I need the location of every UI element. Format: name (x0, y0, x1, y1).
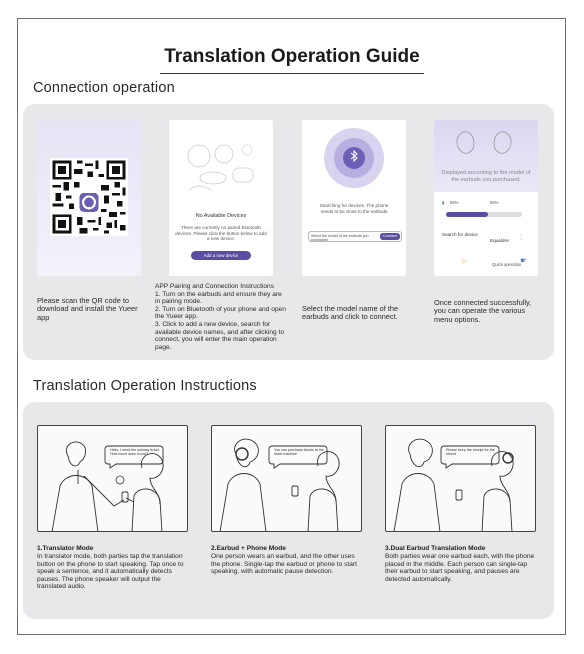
bubble-3: Please keep the receipt for the refund (446, 448, 495, 456)
translation-heading: Translation Operation Instructions (33, 378, 257, 394)
mode-3-title: 3.Dual Earbud Translation Mode (385, 545, 486, 552)
earbud-phone-mode-illustration (211, 425, 362, 532)
left-battery-pct: 84% (450, 200, 459, 205)
searching-screen (302, 120, 406, 276)
bluetooth-radar (302, 120, 406, 200)
right-battery-pct: 84% (490, 200, 499, 205)
step-1-caption: Please scan the QR code to download and install the Yueer app (37, 296, 138, 322)
volume-slider-fill (446, 212, 488, 217)
no-devices-heading: No Available Devices (195, 213, 247, 219)
add-device-button[interactable]: Add a new device (191, 251, 251, 260)
qr-code (50, 158, 128, 236)
main-menu-screen (434, 120, 538, 276)
sun-icon: ☼ (460, 256, 468, 265)
no-devices-body: There are currently no paired Bluetooth devices. Please click the button below to add a new device. (175, 225, 267, 241)
step-3-caption: Select the model name of the earbuds and click to connect. (302, 304, 399, 322)
connection-heading: Connection operation (33, 80, 175, 96)
translator-mode-illustration (37, 425, 188, 532)
mode-2-title: 2.Earbud + Phone Mode (211, 545, 286, 552)
qr-screen (37, 120, 141, 276)
hand-icon: ☛ (520, 256, 528, 265)
volume-slider[interactable] (446, 212, 522, 217)
model-select[interactable] (308, 231, 402, 242)
model-note: Displayed according to the model of the earbuds you purchased. (441, 170, 531, 183)
equalizer-icon: ⫶ (520, 233, 522, 242)
model-select-text: Select the model of the earbuds you purchased (311, 234, 369, 242)
page-title: Translation Operation Guide (164, 46, 420, 67)
connect-button[interactable]: Connect (380, 233, 400, 240)
no-devices-screen (169, 120, 273, 276)
mode-1-title: 1.Translator Mode (37, 545, 94, 552)
quick-operation-item[interactable]: Quick operation (492, 262, 522, 267)
bubble-2: You can purchase tickets at the ticket machine (274, 448, 324, 456)
searching-text: Searching for devices. The phone needs to be close to the earbuds (319, 203, 389, 214)
equalizer-item[interactable]: Equalizer (490, 238, 510, 243)
mode-3-body: Both parties wear one earbud each, with the phone placed in the middle. Each person can single-tap their earbud to start speaking, and pauses are detected automatically. (385, 553, 535, 583)
mode-1-body: In translator mode, both parties tap the translation button on the phone to start speaking. Tap once to speak a sentence, and it automatically detects pauses. The phone speaker will output the translated audio. (37, 553, 184, 591)
earbuds-icon (434, 120, 538, 164)
dual-earbud-mode-illustration (385, 425, 536, 532)
bubble-1: Hello, I need the subway ticket. How much does it cost? (110, 448, 160, 456)
title-underline (160, 73, 424, 74)
search-device-item[interactable]: Search for device (442, 232, 478, 237)
mode-2-body: One person wears an earbud, and the other uses the phone. Single-tap the earbud or phone to start speaking, with automatic pause detection. (211, 553, 357, 576)
step-4-caption: Once connected successfully, you can operate the various menu options. (434, 298, 532, 324)
battery-icon: ▮ (442, 200, 445, 205)
earbuds-header (434, 120, 538, 192)
step-2-caption: APP Pairing and Connection Instructions 1. Turn on the earbuds and ensure they are in pairing mode. 2. Turn on Bluetooth of your phone and open the Yueer app. 3. Click to add a new device, search for available device names, and after clicking to connect, you will enter the main operation page. (155, 283, 286, 351)
